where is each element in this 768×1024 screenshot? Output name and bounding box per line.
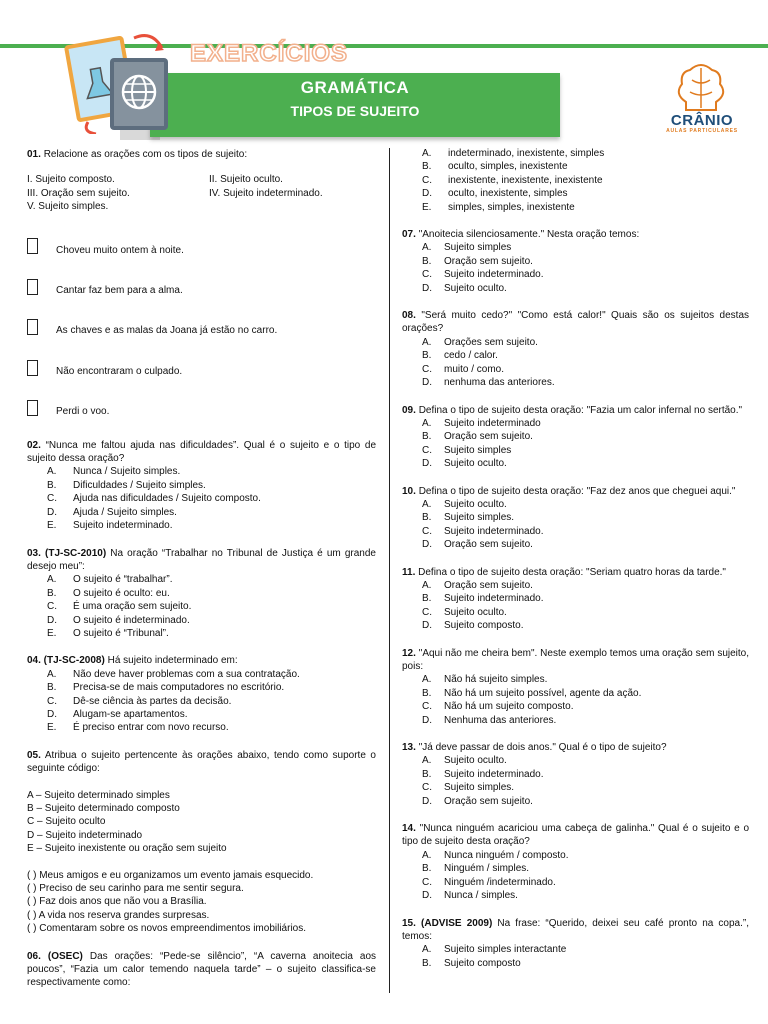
option-letter: C. [47,493,57,505]
option[interactable] [402,700,749,713]
fill-in-item[interactable]: ( ) A vida nos reserva grandes surpresas. [27,909,210,921]
question-number: 06. (OSEC) [27,950,83,962]
option-text: Não deve haver problemas com a sua contratação. [73,668,300,680]
option-text: nenhuma das anteriores. [444,377,555,389]
answer-box[interactable] [27,238,38,254]
question-12 [402,647,749,727]
option-letter: D. [422,282,432,294]
question-number: 03. (TJ-SC-2010) [27,547,107,559]
question-text: Há sujeito indeterminado em: [107,655,238,667]
option[interactable] [402,349,749,362]
sentence-row [27,236,376,257]
option[interactable] [402,511,749,524]
option[interactable] [402,957,749,970]
option-text: Sujeito indeterminado. [444,525,544,537]
left-column [27,148,376,1004]
option-letter: A. [422,674,432,686]
option[interactable] [402,255,749,268]
question-15 [402,917,749,971]
option-text: É uma oração sem sujeito. [73,601,192,613]
option[interactable] [402,538,749,551]
question-text: Na frase: “Querido, deixei seu café pronto na copa.”, temos: [402,917,750,942]
option[interactable] [402,714,749,727]
option-letter: C. [422,444,432,456]
question-04 [27,654,376,734]
options [402,417,749,471]
option-letter: B. [422,593,432,605]
option[interactable] [402,525,749,538]
option-letter: B. [422,255,432,267]
fill-in-item[interactable]: ( ) Preciso de seu carinho para me sentir segura. [27,883,244,895]
option-letter: D. [47,614,57,626]
option-text: Oração sem sujeito. [444,431,533,443]
option[interactable] [402,754,749,767]
option-text: Dificuldades / Sujeito simples. [73,479,206,491]
question-text: "Aqui não me cheira bem". Neste exemplo temos uma oração sem sujeito, pois: [402,647,750,672]
option[interactable] [402,619,749,632]
option[interactable] [27,479,376,492]
option[interactable] [402,363,749,376]
question-text: Defina o tipo de sujeito desta oração: "Seriam quatro horas da tarde." [418,566,726,578]
option-text: O sujeito é indeterminado. [73,614,190,626]
option-letter: E. [47,520,57,532]
option-letter: B. [422,512,432,524]
option[interactable] [402,268,749,281]
question-13 [402,741,749,808]
option-text: Sujeito oculto. [444,458,507,470]
option[interactable] [402,781,749,794]
type-item: III. Oração sem sujeito. [27,187,130,199]
option-letter: C. [422,363,432,375]
option-letter: A. [422,755,432,767]
option[interactable] [402,876,749,889]
option-letter: B. [422,431,432,443]
sentence-row [27,276,376,297]
option[interactable] [402,687,749,700]
question-number: 12. [402,647,416,659]
option-letter: C. [422,876,432,888]
options [402,943,749,970]
question-07 [402,228,749,295]
option-letter: E. [47,722,57,734]
option[interactable] [402,444,749,457]
option-letter: C. [47,695,57,707]
option-text: inexistente, inexistente, inexistente [448,174,603,186]
option[interactable] [402,579,749,592]
option-letter: B. [47,682,57,694]
question-number: 10. [402,485,416,497]
question-05 [27,749,376,936]
option-text: Nunca / Sujeito simples. [73,466,181,478]
option[interactable] [402,673,749,686]
question-text: Defina o tipo de sujeito desta oração: "Fazia um calor infernal no sertão." [418,404,743,416]
option[interactable] [402,849,749,862]
option[interactable] [402,498,749,511]
option-letter: A. [422,242,432,254]
subject-types [27,173,376,213]
answer-box[interactable] [27,279,38,295]
option-letter: B. [47,479,57,491]
option-text: Sujeito oculto. [444,282,507,294]
option[interactable] [27,519,376,532]
options [402,849,749,903]
option-text: indeterminado, inexistente, simples [448,148,605,159]
option-text: Sujeito composto [444,957,521,969]
option-text: Oração sem sujeito. [444,539,533,551]
code-item: D – Sujeito indeterminado [27,829,143,841]
option[interactable] [27,695,376,708]
question-text: Na oração “Trabalhar no Tribunal de Justiça é um grande desejo meu”: [27,547,376,572]
option-text: cedo / calor. [444,350,498,362]
question-number: 01. [27,149,41,160]
option-letter: C. [422,701,432,713]
options [402,336,749,390]
option[interactable] [402,160,749,173]
option-text: Oração sem sujeito. [444,255,533,267]
option-letter: B. [422,350,432,362]
option-letter: C. [422,269,432,281]
question-number: 09. [402,404,416,416]
option-text: Oração sem sujeito. [444,579,533,591]
option-text: Sujeito simples. [444,512,515,524]
option[interactable] [27,681,376,694]
option-text: oculto, inexistente, simples [448,188,568,200]
question-text: "Nunca ninguém acariciou uma cabeça de galinha." Qual é o sujeito e o tipo de sujeito desta oração? [402,823,750,848]
option-letter: D. [422,188,432,200]
option[interactable] [27,506,376,519]
option[interactable] [27,614,376,627]
option[interactable] [27,465,376,478]
option[interactable] [27,668,376,681]
question-10 [402,485,749,552]
option-letter: A. [47,574,57,586]
options [402,673,749,727]
option-text: Oração sem sujeito. [444,795,533,807]
sentence-list [27,236,376,419]
option-text: Orações sem sujeito. [444,336,538,348]
question-number: 15. (ADVISE 2009) [402,917,493,929]
question-01 [27,148,376,214]
option-letter: A. [422,417,432,429]
question-text: Atribua o sujeito pertencente às orações abaixo, tendo como suporte o seguinte código: [27,749,376,775]
question-number: 02. [27,439,41,451]
option-text: Não há um sujeito possível, agente da ação. [444,687,642,699]
answer-box[interactable] [27,360,38,376]
options [402,241,749,295]
option[interactable] [402,174,749,187]
question-text: "Já deve passar de dois anos." Qual é o tipo de sujeito? [418,742,667,754]
option-text: Alugam-se apartamentos. [73,708,188,720]
option-text: O sujeito é “Tribunal”. [73,627,169,639]
options [402,754,749,808]
option-letter: B. [422,161,432,173]
sentence-text: Cantar faz bem para a alma. [56,285,183,297]
option-letter: D. [422,890,432,902]
options [27,668,376,735]
option-text: Nunca / simples. [444,890,518,902]
option-letter: D. [422,458,432,470]
options [402,579,749,633]
question-text: "Será muito cedo?" "Como está calor!" Quais são os sujeitos destas orações? [402,310,750,335]
sentence-text: Não encontraram o culpado. [56,365,183,377]
option[interactable] [402,430,749,443]
question-06-options [402,147,749,214]
option-letter: B. [47,587,57,599]
option-text: Nunca ninguém / composto. [444,849,569,861]
question-text: “Nunca me faltou ajuda nas dificuldades”. Qual é o sujeito e o tipo de sujeito dessa oração? [27,439,377,465]
option[interactable] [402,943,749,956]
question-09 [402,404,749,471]
option-letter: C. [422,782,432,794]
option-text: muito / como. [444,363,505,375]
option-text: Sujeito oculto. [444,755,507,767]
option[interactable] [402,187,749,200]
code-item: B – Sujeito determinado composto [27,803,180,814]
options [27,573,376,640]
logo-name: CRÂNIO [670,112,734,129]
option-letter: B. [422,687,432,699]
option-text: Sujeito simples interactante [444,944,567,956]
option[interactable] [402,201,749,214]
option-letter: D. [47,708,57,720]
question-number: 04. (TJ-SC-2008) [27,655,105,667]
question-02 [27,439,376,533]
option-text: Sujeito indeterminado. [73,520,173,532]
fill-in-item[interactable]: ( ) Comentaram sobre os novos empreendimentos imobiliários. [27,923,307,935]
option-text: Sujeito simples. [444,782,515,794]
option[interactable] [27,587,376,600]
option-text: Sujeito oculto. [444,498,507,510]
option-text: Nenhuma das anteriores. [444,714,557,726]
option[interactable] [27,492,376,505]
option-text: Ajuda nas dificuldades / Sujeito composto. [73,493,261,505]
question-number: 13. [402,742,416,754]
option[interactable] [402,889,749,902]
option-text: O sujeito é oculto: eu. [73,587,170,599]
option-letter: A. [47,668,57,680]
question-14 [402,822,749,902]
option-letter: A. [422,579,432,591]
code-list [27,789,376,856]
option[interactable] [27,721,376,734]
exercicios-label: EXERCÍCIOS [190,40,349,67]
option-letter: A. [422,944,432,956]
options [27,465,376,532]
option[interactable] [402,768,749,781]
option-letter: A. [422,498,432,510]
option-text: Sujeito indeterminado [444,417,541,429]
option-letter: D. [422,377,432,389]
options [402,498,749,552]
sentence-text: Choveu muito ontem à noite. [56,244,184,256]
option-text: Sujeito indeterminado. [444,269,544,281]
option-letter: D. [422,539,432,551]
option[interactable] [27,708,376,721]
fill-in-list [27,869,376,936]
question-number: 14. [402,823,416,835]
option-text: Não há um sujeito composto. [444,701,574,713]
option-text: Sujeito indeterminado. [444,593,544,605]
option[interactable] [402,457,749,470]
option-letter: C. [422,525,432,537]
option-text: Sujeito simples [444,242,512,254]
answer-box[interactable] [27,319,38,335]
option-letter: B. [422,768,432,780]
page-subtitle: TIPOS DE SUJEITO [290,103,420,119]
option[interactable] [402,241,749,254]
question-text: "Anoitecia silenciosamente." Nesta oração temos: [418,229,640,241]
question-text: Defina o tipo de sujeito desta oração: "Faz dez anos que cheguei aqui." [418,485,736,497]
page-title: GRAMÁTICA [300,78,410,97]
option[interactable] [402,417,749,430]
option-text: Ninguém /indeterminado. [444,876,556,888]
question-11 [402,566,749,633]
option-text: simples, simples, inexistente [448,201,575,213]
type-item: V. Sujeito simples. [27,201,109,213]
sentence-row [27,357,376,378]
question-number: 08. [402,310,416,322]
question-text: Relacione as orações com os tipos de sujeito: [43,149,248,160]
option[interactable] [402,795,749,808]
option-text: oculto, simples, inexistente [448,161,568,173]
sentence-text: Perdi o voo. [56,406,110,418]
option[interactable] [402,862,749,875]
sentence-text: As chaves e as malas da Joana já estão no carro. [56,325,278,337]
question-06 [27,950,376,990]
option-letter: D. [422,795,432,807]
option-letter: D. [422,714,432,726]
option[interactable] [402,282,749,295]
option[interactable] [27,600,376,613]
option[interactable] [27,573,376,586]
option-letter: B. [422,957,432,969]
right-column [402,147,749,970]
option-letter: A. [422,336,432,348]
code-item: A – Sujeito determinado simples [27,789,170,801]
option[interactable] [402,336,749,349]
logo-tagline: AULAS PARTICULARES [666,128,738,134]
option-text: Sujeito indeterminado. [444,768,544,780]
option[interactable] [402,606,749,619]
code-item: E – Sujeito inexistente ou oração sem sujeito [27,843,227,855]
option-letter: D. [47,506,57,518]
type-item: IV. Sujeito indeterminado. [209,187,323,199]
option-letter: D. [422,620,432,632]
option-letter: C. [47,601,57,613]
option-text: É preciso entrar com novo recurso. [73,722,229,734]
option-letter: C. [422,606,432,618]
option-text: Sujeito composto. [444,620,524,632]
books-globe-icon [62,28,182,134]
question-number: 07. [402,229,416,241]
sentence-row [27,397,376,418]
option-text: Precisa-se de mais computadores no escritório. [73,682,285,694]
type-item: I. Sujeito composto. [27,174,115,186]
options [402,147,749,214]
option[interactable] [27,627,376,640]
option-letter: E. [422,201,432,213]
option-text: Dê-se ciência às partes da decisão. [73,695,232,707]
question-number: 05. [27,749,41,761]
option-letter: A. [422,849,432,861]
option-letter: A. [47,466,57,478]
option[interactable] [402,592,749,605]
question-number: 11. [402,566,416,578]
option-letter: C. [422,174,432,186]
code-item: C – Sujeito oculto [27,816,106,828]
option-text: Sujeito oculto. [444,606,507,618]
option-text: Não há sujeito simples. [444,674,548,686]
sentence-row [27,316,376,337]
option[interactable] [402,147,749,160]
fill-in-item[interactable]: ( ) Faz dois anos que não vou a Brasília. [27,896,207,908]
option-text: O sujeito é “trabalhar”. [73,574,173,586]
option-text: Sujeito simples [444,444,512,456]
column-divider [389,148,390,993]
type-item: II. Sujeito oculto. [209,174,283,186]
fill-in-item[interactable]: ( ) Meus amigos e eu organizamos um evento jamais esquecido. [27,869,314,881]
option-text: Ajuda / Sujeito simples. [73,506,177,518]
option-letter: B. [422,863,432,875]
option-letter: E. [47,627,57,639]
option[interactable] [402,376,749,389]
option-letter: A. [422,148,432,159]
question-08 [402,309,749,389]
question-text: Das orações: “Pede-se silêncio”, “A caverna anoitecia aos poucos”, “Fazia um calor temendo naquela tarde” – o sujeito classifica-se respectivamente como: [27,950,377,989]
question-03 [27,547,376,641]
answer-box[interactable] [27,400,38,416]
option-text: Ninguém / simples. [444,863,530,875]
